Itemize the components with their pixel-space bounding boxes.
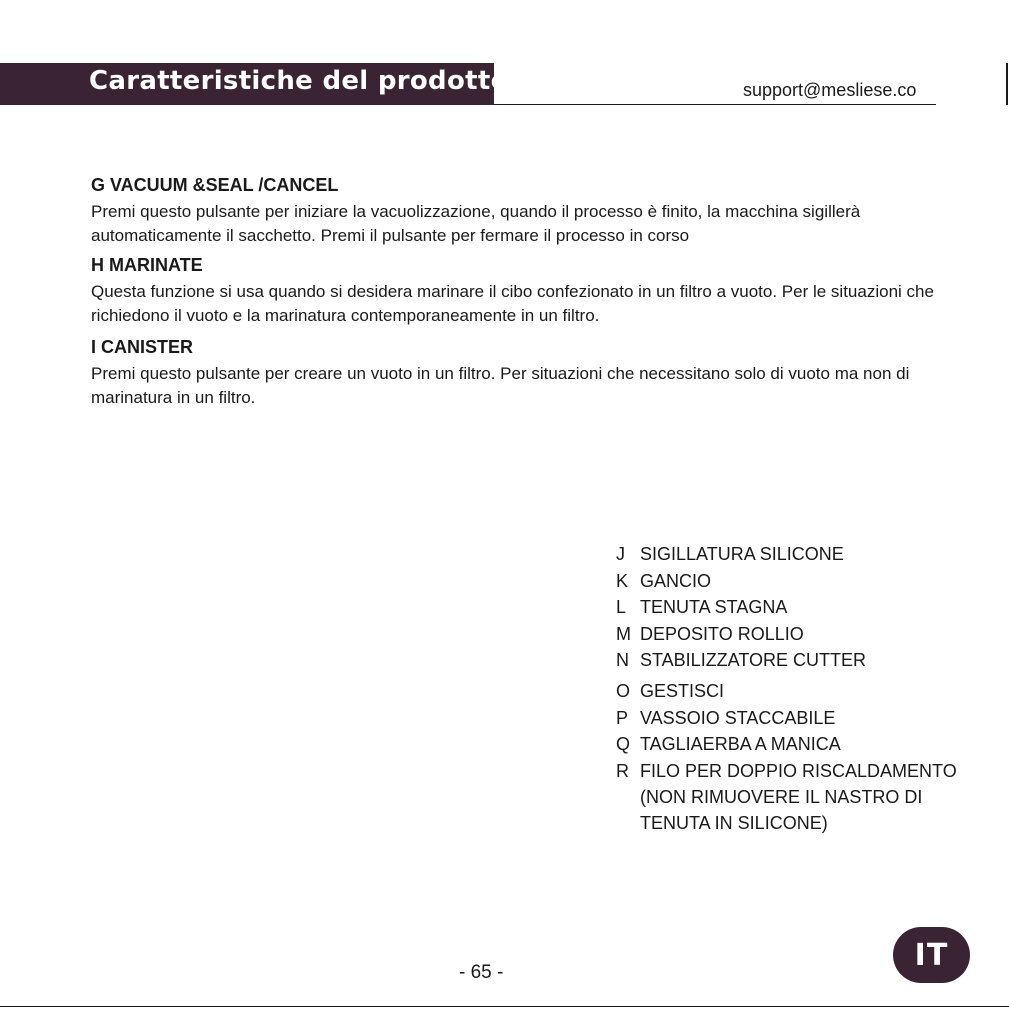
support-email: support@mesliese.co: [743, 80, 917, 100]
part-label: TENUTA STAGNA: [640, 597, 788, 618]
part-letter: Q: [616, 734, 631, 755]
part-item-m: [616, 621, 996, 648]
part-label: TAGLIAERBA A MANICA: [640, 734, 841, 755]
language-badge: IT: [893, 927, 970, 983]
part-item-o: [616, 678, 996, 705]
part-item-l: [616, 594, 996, 621]
part-item-q: [616, 731, 996, 758]
part-item-r: [616, 758, 996, 833]
part-letter: L: [616, 597, 627, 618]
section-body: Premi questo pulsante per creare un vuoto in un filtro. Per situazioni che necessitano solo di vuoto ma non di marinatura in un filtro.: [91, 364, 910, 407]
part-label: DEPOSITO ROLLIO: [640, 623, 804, 644]
part-label: GESTISCI: [640, 680, 725, 701]
section-body: Premi questo pulsante per iniziare la vacuolizzazione, quando il processo è finito, la macchina sigillerà automaticamente il sacchetto. Premi il pulsante per fermare il processo in corso: [91, 202, 861, 245]
section-heading: H MARINATE: [91, 255, 203, 275]
footer-divider: [0, 1006, 1009, 1007]
page-number: - 65 -: [459, 962, 504, 983]
page-edge-line: [1006, 63, 1008, 105]
part-item-j: [616, 541, 996, 568]
section-heading: I CANISTER: [91, 337, 194, 357]
part-label: GANCIO: [640, 570, 712, 591]
part-item-p: [616, 705, 996, 732]
part-letter: R: [616, 760, 629, 781]
part-label: FILO PER DOPPIO RISCALDAMENTO (NON RIMUOVERE IL NASTRO DI TENUTA IN SILICONE): [640, 760, 957, 833]
section-canister: [91, 335, 951, 410]
part-letter: N: [616, 650, 629, 671]
part-label: VASSOIO STACCABILE: [640, 707, 836, 728]
header-divider: [494, 104, 936, 105]
section-body: Questa funzione si usa quando si desidera marinare il cibo confezionato in un filtro a vuoto. Per le situazioni che richiedono il vuoto e la marinatura contemporaneamente in un filtro.: [91, 282, 934, 325]
section-heading: G VACUUM &SEAL /CANCEL: [91, 175, 339, 195]
part-letter: J: [616, 544, 625, 564]
part-item-n: [616, 647, 996, 674]
part-letter: K: [616, 570, 629, 591]
part-letter: P: [616, 707, 629, 728]
page-title: Caratteristiche del prodotto: [89, 66, 509, 96]
part-letter: O: [616, 680, 631, 701]
part-label: SIGILLATURA SILICONE: [640, 544, 844, 564]
parts-list: [616, 541, 996, 833]
part-letter: M: [616, 623, 631, 644]
section-vacuum-seal-cancel: [91, 173, 951, 248]
section-marinate: [91, 253, 951, 328]
part-item-k: [616, 568, 996, 595]
part-label: STABILIZZATORE CUTTER: [640, 650, 867, 671]
